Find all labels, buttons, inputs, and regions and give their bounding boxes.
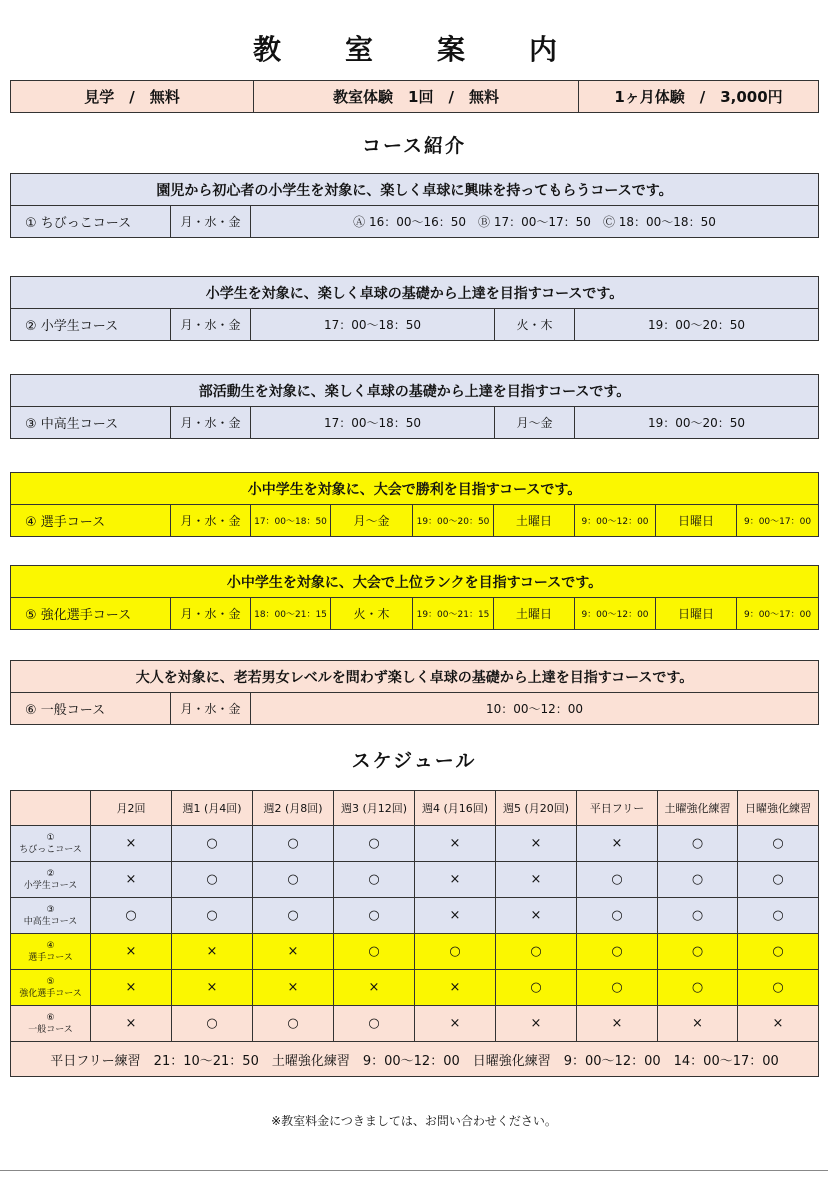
schedule-table [10,790,819,1077]
schedule-row-label [11,826,91,862]
schedule-cell: ○ [658,970,738,1006]
course-time: 19：00〜20：50 [575,309,819,341]
course-desc: 部活動生を対象に、楽しく卓球の基礎から上達を目指すコースです。 [11,375,819,407]
course-time: 17：00〜18：50 [251,309,495,341]
course-days: 火・木 [495,309,575,341]
schedule-cell: ○ [334,934,415,970]
schedule-col-header: 週1 (月4回) [172,791,253,826]
course-days: 土曜日 [494,598,575,630]
schedule-footer: 平日フリー練習 21：10〜21：50 土曜強化練習 9：00〜12：00 日曜強化練習 9：00〜12：00 14：00〜17：00 [11,1042,819,1077]
schedule-row [11,898,819,934]
course-time: 19：00〜20：50 [575,407,819,439]
schedule-cell: ○ [334,1006,415,1042]
course-desc: 園児から初心者の小学生を対象に、楽しく卓球に興味を持ってもらうコースです。 [11,174,819,206]
course-time: 17：00〜18：50 [251,407,495,439]
course-name: ② 小学生コース [11,309,171,341]
course-times: Ⓐ 16：00〜16：50 Ⓑ 17：00〜17：50 Ⓒ 18：00〜18：50 [251,206,819,238]
schedule-cell: ○ [738,898,819,934]
schedule-cell: ○ [415,934,496,970]
course-table-4 [10,472,819,537]
schedule-col-header: 土曜強化練習 [658,791,738,826]
schedule-cell: ○ [738,934,819,970]
schedule-cell: ○ [253,826,334,862]
schedule-row-course: ちびっこコース [19,844,82,855]
course-days: 月・水・金 [171,407,251,439]
course-time: 17：00〜18：50 [251,505,331,537]
schedule-cell: ○ [334,826,415,862]
course-time: 9：00〜17：00 [737,505,819,537]
schedule-row [11,1006,819,1042]
schedule-cell: × [91,970,172,1006]
schedule-heading: スケジュール [351,750,477,772]
schedule-cell: ○ [334,898,415,934]
schedule-cell: ○ [577,898,658,934]
course-desc: 小中学生を対象に、大会で上位ランクを目指すコースです。 [11,566,819,598]
course-days: 月〜金 [331,505,413,537]
course-heading: コース紹介 [361,135,467,157]
schedule-cell: ○ [577,970,658,1006]
schedule-row [11,970,819,1006]
schedule-row [11,862,819,898]
schedule-cell: × [334,970,415,1006]
course-time: 9：00〜17：00 [737,598,819,630]
schedule-cell: × [172,934,253,970]
schedule-cell: ○ [738,826,819,862]
course-days: 月〜金 [495,407,575,439]
schedule-cell: × [658,1006,738,1042]
course-desc: 大人を対象に、老若男女レベルを問わず楽しく卓球の基礎から上達を目指すコースです。 [11,661,819,693]
course-table-2 [10,276,819,341]
fee-note: ※教室料金につきましては、お問い合わせください。 [271,1114,557,1128]
schedule-row-label [11,1006,91,1042]
schedule-row-number: ⑥ [46,1012,55,1023]
course-days: 月・水・金 [171,309,251,341]
schedule-cell: × [91,826,172,862]
schedule-cell: ○ [496,934,577,970]
schedule-cell: × [91,934,172,970]
schedule-row-label [11,898,91,934]
course-days: 土曜日 [494,505,575,537]
schedule-row-label [11,862,91,898]
schedule-cell: ○ [172,826,253,862]
schedule-cell: × [415,1006,496,1042]
schedule-cell: ○ [91,898,172,934]
course-days: 月・水・金 [171,693,251,725]
course-days: 月・水・金 [171,206,251,238]
schedule-row-course: 選手コース [28,952,73,963]
course-name: ⑤ 強化選手コース [11,598,171,630]
schedule-col-header: 月2回 [91,791,172,826]
schedule-row-course: 中高生コース [23,916,78,927]
course-table-5 [10,565,819,630]
schedule-cell: ○ [172,898,253,934]
schedule-cell: × [415,826,496,862]
course-desc: 小中学生を対象に、大会で勝利を目指すコースです。 [11,473,819,505]
schedule-cell: × [577,1006,658,1042]
course-name: ⑥ 一般コース [11,693,171,725]
schedule-row-number: ⑤ [46,976,55,987]
schedule-cell: ○ [172,862,253,898]
course-name: ④ 選手コース [11,505,171,537]
course-table-3 [10,374,819,439]
schedule-row [11,826,819,862]
schedule-row-number: ① [46,832,55,843]
schedule-row-number: ③ [46,904,55,915]
schedule-cell: × [253,970,334,1006]
price-visit: 見学 / 無料 [11,81,254,113]
course-desc: 小学生を対象に、楽しく卓球の基礎から上達を目指すコースです。 [11,277,819,309]
schedule-cell: ○ [658,934,738,970]
schedule-cell: × [415,862,496,898]
schedule-cell: × [577,826,658,862]
schedule-row-course: 強化選手コース [19,988,82,999]
course-days: 日曜日 [656,598,737,630]
course-time: 19：00〜21：15 [413,598,494,630]
schedule-cell: × [91,862,172,898]
course-time: 9：00〜12：00 [575,505,656,537]
schedule-cell: × [253,934,334,970]
schedule-cell: ○ [658,898,738,934]
schedule-cell: ○ [658,862,738,898]
schedule-row-course: 小学生コース [23,880,78,891]
schedule-col-header: 週4 (月16回) [415,791,496,826]
course-days: 月・水・金 [171,505,251,537]
course-days: 日曜日 [656,505,737,537]
schedule-col-header: 平日フリー [577,791,658,826]
schedule-cell: × [172,970,253,1006]
course-time: 9：00〜12：00 [575,598,656,630]
schedule-row [11,934,819,970]
schedule-col-header: 日曜強化練習 [738,791,819,826]
schedule-cell: ○ [253,862,334,898]
course-time: 19：00〜20：50 [413,505,494,537]
schedule-cell: ○ [658,826,738,862]
schedule-corner [11,791,91,826]
schedule-row-number: ② [46,868,55,879]
schedule-cell: × [415,898,496,934]
schedule-cell: ○ [577,934,658,970]
schedule-cell: × [496,862,577,898]
schedule-cell: ○ [738,970,819,1006]
schedule-col-header: 週2 (月8回) [253,791,334,826]
price-trial: 教室体験 1回 / 無料 [254,81,579,113]
course-days: 火・木 [331,598,413,630]
course-days: 月・水・金 [171,598,251,630]
schedule-row-label [11,970,91,1006]
schedule-row-label [11,934,91,970]
schedule-cell: ○ [172,1006,253,1042]
page-title: 教 室 案 内 [252,33,575,66]
schedule-cell: × [496,826,577,862]
schedule-cell: ○ [496,970,577,1006]
schedule-cell: × [91,1006,172,1042]
schedule-col-header: 週3 (月12回) [334,791,415,826]
course-time: 18：00〜21：15 [251,598,331,630]
schedule-col-header: 週5 (月20回) [496,791,577,826]
schedule-row-course: 一般コース [28,1024,73,1035]
schedule-cell: ○ [253,898,334,934]
schedule-cell: × [415,970,496,1006]
schedule-cell: ○ [334,862,415,898]
schedule-cell: × [496,1006,577,1042]
schedule-cell: ○ [253,1006,334,1042]
course-name: ① ちびっこコース [11,206,171,238]
bottom-rule [0,1170,828,1171]
schedule-cell: ○ [738,862,819,898]
course-table-6 [10,660,819,725]
price-bar [10,80,819,113]
course-name: ③ 中高生コース [11,407,171,439]
price-month-trial: 1ヶ月体験 / 3,000円 [579,81,819,113]
schedule-row-number: ④ [46,940,55,951]
schedule-cell: ○ [577,862,658,898]
course-table-1 [10,173,819,238]
schedule-cell: × [496,898,577,934]
schedule-cell: × [738,1006,819,1042]
course-times: 10：00〜12：00 [251,693,819,725]
